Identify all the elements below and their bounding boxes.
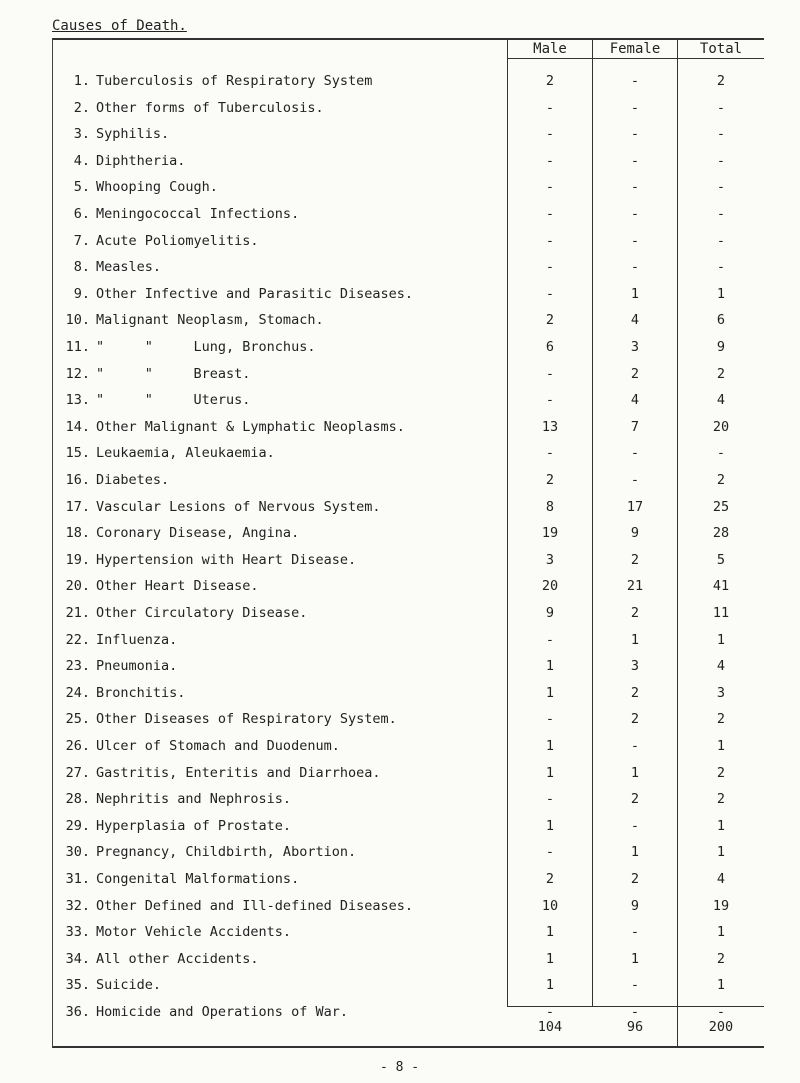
female-count: - xyxy=(630,977,640,994)
female-count: 9 xyxy=(630,897,640,914)
female-count: - xyxy=(630,445,640,462)
female-count: 9 xyxy=(630,525,640,542)
table-row xyxy=(0,866,800,892)
male-count: - xyxy=(545,711,555,728)
column-header-total: Total xyxy=(699,41,743,57)
female-count: 1 xyxy=(630,764,640,781)
male-count: 9 xyxy=(545,605,555,621)
male-count: - xyxy=(545,126,555,143)
total-count: 1 xyxy=(716,738,726,754)
cause-name: Hypertension with Heart Disease. xyxy=(96,551,357,568)
row-number: 10. xyxy=(65,312,90,329)
total-count: - xyxy=(716,445,726,462)
male-count: 6 xyxy=(545,339,555,355)
table-row xyxy=(0,95,800,121)
male-count: 2 xyxy=(545,871,555,887)
total-count: 3 xyxy=(716,684,726,701)
row-number: 20. xyxy=(65,578,90,595)
row-number: 23. xyxy=(65,658,90,675)
total-count: - xyxy=(716,232,726,249)
female-count: - xyxy=(630,99,640,116)
male-count: 1 xyxy=(545,738,555,754)
total-male: 104 xyxy=(537,1019,563,1035)
row-number: 35. xyxy=(65,977,90,994)
cause-name: " " Uterus. xyxy=(96,392,251,409)
table-row xyxy=(0,547,800,573)
cause-name: Diphtheria. xyxy=(96,152,186,169)
total-count: - xyxy=(716,259,726,276)
male-count: - xyxy=(545,152,555,169)
total-count: 5 xyxy=(716,551,726,568)
female-count: 3 xyxy=(630,658,640,675)
row-number: 27. xyxy=(65,764,90,781)
cause-name: Diabetes. xyxy=(96,472,170,488)
row-number: 2. xyxy=(73,99,90,116)
table-row xyxy=(0,600,800,626)
female-count: 2 xyxy=(630,684,640,701)
male-count: 1 xyxy=(545,684,555,701)
row-number: 30. xyxy=(65,844,90,861)
male-count: 2 xyxy=(545,472,555,488)
total-count: 1 xyxy=(716,977,726,994)
total-count: - xyxy=(716,99,726,116)
table-row xyxy=(0,201,800,227)
table-row xyxy=(0,68,800,94)
total-count: 2 xyxy=(716,791,726,808)
row-number: 26. xyxy=(65,738,90,754)
cause-name: Leukaemia, Aleukaemia. xyxy=(96,445,275,462)
cause-name: Vascular Lesions of Nervous System. xyxy=(96,498,381,515)
total-count: - xyxy=(716,152,726,169)
table-row xyxy=(0,148,800,174)
row-number: 15. xyxy=(65,445,90,462)
row-number: 7. xyxy=(73,232,90,249)
total-count: 11 xyxy=(712,605,730,621)
total-count: 4 xyxy=(716,871,726,887)
page-title: Causes of Death. xyxy=(52,18,187,34)
cause-name: Ulcer of Stomach and Duodenum. xyxy=(96,738,340,754)
female-count: 21 xyxy=(626,578,644,595)
female-count: - xyxy=(630,259,640,276)
cause-name: Other Diseases of Respiratory System. xyxy=(96,711,397,728)
cause-name: Other forms of Tuberculosis. xyxy=(96,99,324,116)
male-count: - xyxy=(545,206,555,222)
female-count: 1 xyxy=(630,631,640,648)
cause-name: Gastritis, Enteritis and Diarrhoea. xyxy=(96,764,381,781)
male-count: - xyxy=(545,445,555,462)
table-row xyxy=(0,334,800,360)
cause-name: Coronary Disease, Angina. xyxy=(96,525,300,542)
cause-name: Influenza. xyxy=(96,631,178,648)
row-number: 13. xyxy=(65,392,90,409)
row-number: 25. xyxy=(65,711,90,728)
row-number: 5. xyxy=(73,179,90,196)
total-count: 41 xyxy=(712,578,730,595)
total-count: 1 xyxy=(716,285,726,302)
row-number: 31. xyxy=(65,871,90,887)
female-count: - xyxy=(630,232,640,249)
female-count: 2 xyxy=(630,871,640,887)
cause-name: " " Lung, Bronchus. xyxy=(96,339,316,355)
male-count: 2 xyxy=(545,73,555,89)
total-count: 1 xyxy=(716,924,726,941)
column-header-male: Male xyxy=(533,41,567,57)
table-row xyxy=(0,839,800,865)
column-header-female: Female xyxy=(609,41,661,57)
male-count: - xyxy=(545,285,555,302)
male-count: 1 xyxy=(545,950,555,967)
table-row xyxy=(0,494,800,520)
row-number: 16. xyxy=(65,472,90,488)
total-count: 28 xyxy=(712,525,730,542)
female-count: - xyxy=(630,73,640,89)
female-count: - xyxy=(630,179,640,196)
header-rule xyxy=(507,58,764,59)
male-count: - xyxy=(545,1004,555,1020)
row-number: 8. xyxy=(73,259,90,276)
total-count: 4 xyxy=(716,392,726,409)
male-count: - xyxy=(545,631,555,648)
cause-name: Homicide and Operations of War. xyxy=(96,1004,348,1020)
total-count: 9 xyxy=(716,339,726,355)
male-count: - xyxy=(545,259,555,276)
cause-name: Other Circulatory Disease. xyxy=(96,605,308,621)
cause-name: Meningococcal Infections. xyxy=(96,206,300,222)
row-number: 3. xyxy=(73,126,90,143)
table-row xyxy=(0,281,800,307)
cause-name: Other Infective and Parasitic Diseases. xyxy=(96,285,413,302)
total-count: 1 xyxy=(716,844,726,861)
total-count: - xyxy=(716,206,726,222)
cause-name: Suicide. xyxy=(96,977,162,994)
cause-name: Hyperplasia of Prostate. xyxy=(96,817,292,834)
cause-name: Measles. xyxy=(96,259,162,276)
table-row xyxy=(0,680,800,706)
male-count: 1 xyxy=(545,817,555,834)
row-number: 9. xyxy=(73,285,90,302)
female-count: 1 xyxy=(630,844,640,861)
total-count: - xyxy=(716,179,726,196)
row-number: 29. xyxy=(65,817,90,834)
cause-name: Other Malignant & Lymphatic Neoplasms. xyxy=(96,418,405,435)
female-count: 3 xyxy=(630,339,640,355)
table-row xyxy=(0,361,800,387)
table-row xyxy=(0,121,800,147)
row-number: 14. xyxy=(65,418,90,435)
male-count: 13 xyxy=(541,418,559,435)
total-count: 2 xyxy=(716,365,726,382)
male-count: 8 xyxy=(545,498,555,515)
row-number: 33. xyxy=(65,924,90,941)
row-number: 12. xyxy=(65,365,90,382)
row-number: 11. xyxy=(65,339,90,355)
total-count: 1 xyxy=(716,631,726,648)
female-count: - xyxy=(630,126,640,143)
female-count: - xyxy=(630,206,640,222)
cause-name: Pneumonia. xyxy=(96,658,178,675)
table-row xyxy=(0,307,800,333)
row-number: 17. xyxy=(65,498,90,515)
table-row xyxy=(0,228,800,254)
table-row xyxy=(0,919,800,945)
table-row xyxy=(0,174,800,200)
female-count: 2 xyxy=(630,551,640,568)
row-number: 1. xyxy=(73,73,90,89)
male-count: - xyxy=(545,179,555,196)
table-row xyxy=(0,520,800,546)
male-count: 20 xyxy=(541,578,559,595)
male-count: 10 xyxy=(541,897,559,914)
cause-name: " " Breast. xyxy=(96,365,251,382)
table-row xyxy=(0,254,800,280)
table-row xyxy=(0,627,800,653)
male-count: - xyxy=(545,392,555,409)
total-count: 19 xyxy=(712,897,730,914)
cause-name: Acute Poliomyelitis. xyxy=(96,232,259,249)
page-number: - 8 - xyxy=(380,1060,420,1075)
cause-name: Other Defined and Ill-defined Diseases. xyxy=(96,897,413,914)
row-number: 32. xyxy=(65,897,90,914)
table-row xyxy=(0,893,800,919)
male-count: 1 xyxy=(545,658,555,675)
male-count: 3 xyxy=(545,551,555,568)
female-count: 2 xyxy=(630,791,640,808)
cause-name: Congenital Malformations. xyxy=(96,871,300,887)
total-count: 25 xyxy=(712,498,730,515)
table-row xyxy=(0,573,800,599)
total-count: - xyxy=(716,1004,726,1020)
table-row xyxy=(0,467,800,493)
male-count: 1 xyxy=(545,764,555,781)
cause-name: Bronchitis. xyxy=(96,684,186,701)
male-count: - xyxy=(545,365,555,382)
female-count: 1 xyxy=(630,950,640,967)
cause-name: Syphilis. xyxy=(96,126,170,143)
male-count: - xyxy=(545,844,555,861)
female-count: 2 xyxy=(630,365,640,382)
female-count: 17 xyxy=(626,498,644,515)
table-row xyxy=(0,706,800,732)
female-count: 7 xyxy=(630,418,640,435)
cause-name: Tuberculosis of Respiratory System xyxy=(96,73,373,89)
cause-name: Nephritis and Nephrosis. xyxy=(96,791,292,808)
female-count: - xyxy=(630,924,640,941)
table-row xyxy=(0,813,800,839)
total-count: 2 xyxy=(716,711,726,728)
row-number: 36. xyxy=(65,1004,90,1020)
table-row xyxy=(0,440,800,466)
male-count: 1 xyxy=(545,977,555,994)
row-number: 22. xyxy=(65,631,90,648)
total-count: 4 xyxy=(716,658,726,675)
male-count: - xyxy=(545,791,555,808)
cause-name: Whooping Cough. xyxy=(96,179,218,196)
row-number: 19. xyxy=(65,551,90,568)
male-count: 2 xyxy=(545,312,555,329)
row-number: 18. xyxy=(65,525,90,542)
female-count: - xyxy=(630,817,640,834)
table-row xyxy=(0,387,800,413)
total-count: 1 xyxy=(716,817,726,834)
totals-row xyxy=(0,1014,800,1040)
male-count: 1 xyxy=(545,924,555,941)
female-count: - xyxy=(630,472,640,488)
male-count: - xyxy=(545,232,555,249)
total-count: 2 xyxy=(716,73,726,89)
row-number: 6. xyxy=(73,206,90,222)
female-count: - xyxy=(630,738,640,754)
female-count: 2 xyxy=(630,711,640,728)
total-count: 6 xyxy=(716,312,726,329)
row-number: 28. xyxy=(65,791,90,808)
table-row xyxy=(0,972,800,998)
cause-name: Malignant Neoplasm, Stomach. xyxy=(96,312,324,329)
table-row xyxy=(0,786,800,812)
cause-name: Motor Vehicle Accidents. xyxy=(96,924,292,941)
table-row xyxy=(0,653,800,679)
table-row xyxy=(0,760,800,786)
female-count: 2 xyxy=(630,605,640,621)
total-count: 2 xyxy=(716,764,726,781)
female-count: 1 xyxy=(630,285,640,302)
table-row xyxy=(0,946,800,972)
total-count: 2 xyxy=(716,472,726,488)
female-count: - xyxy=(630,1004,640,1020)
cause-name: Other Heart Disease. xyxy=(96,578,259,595)
total-count: 2 xyxy=(716,950,726,967)
male-count: 19 xyxy=(541,525,559,542)
cause-name: Pregnancy, Childbirth, Abortion. xyxy=(96,844,357,861)
total-female: 96 xyxy=(626,1019,644,1035)
row-number: 4. xyxy=(73,152,90,169)
row-number: 21. xyxy=(65,605,90,621)
cause-name: All other Accidents. xyxy=(96,950,259,967)
table-row xyxy=(0,414,800,440)
female-count: 4 xyxy=(630,312,640,329)
row-number: 24. xyxy=(65,684,90,701)
table-row xyxy=(0,733,800,759)
male-count: - xyxy=(545,99,555,116)
row-number: 34. xyxy=(65,950,90,967)
female-count: 4 xyxy=(630,392,640,409)
total-count: 20 xyxy=(712,418,730,435)
female-count: - xyxy=(630,152,640,169)
total-total: 200 xyxy=(708,1019,734,1035)
total-count: - xyxy=(716,126,726,143)
